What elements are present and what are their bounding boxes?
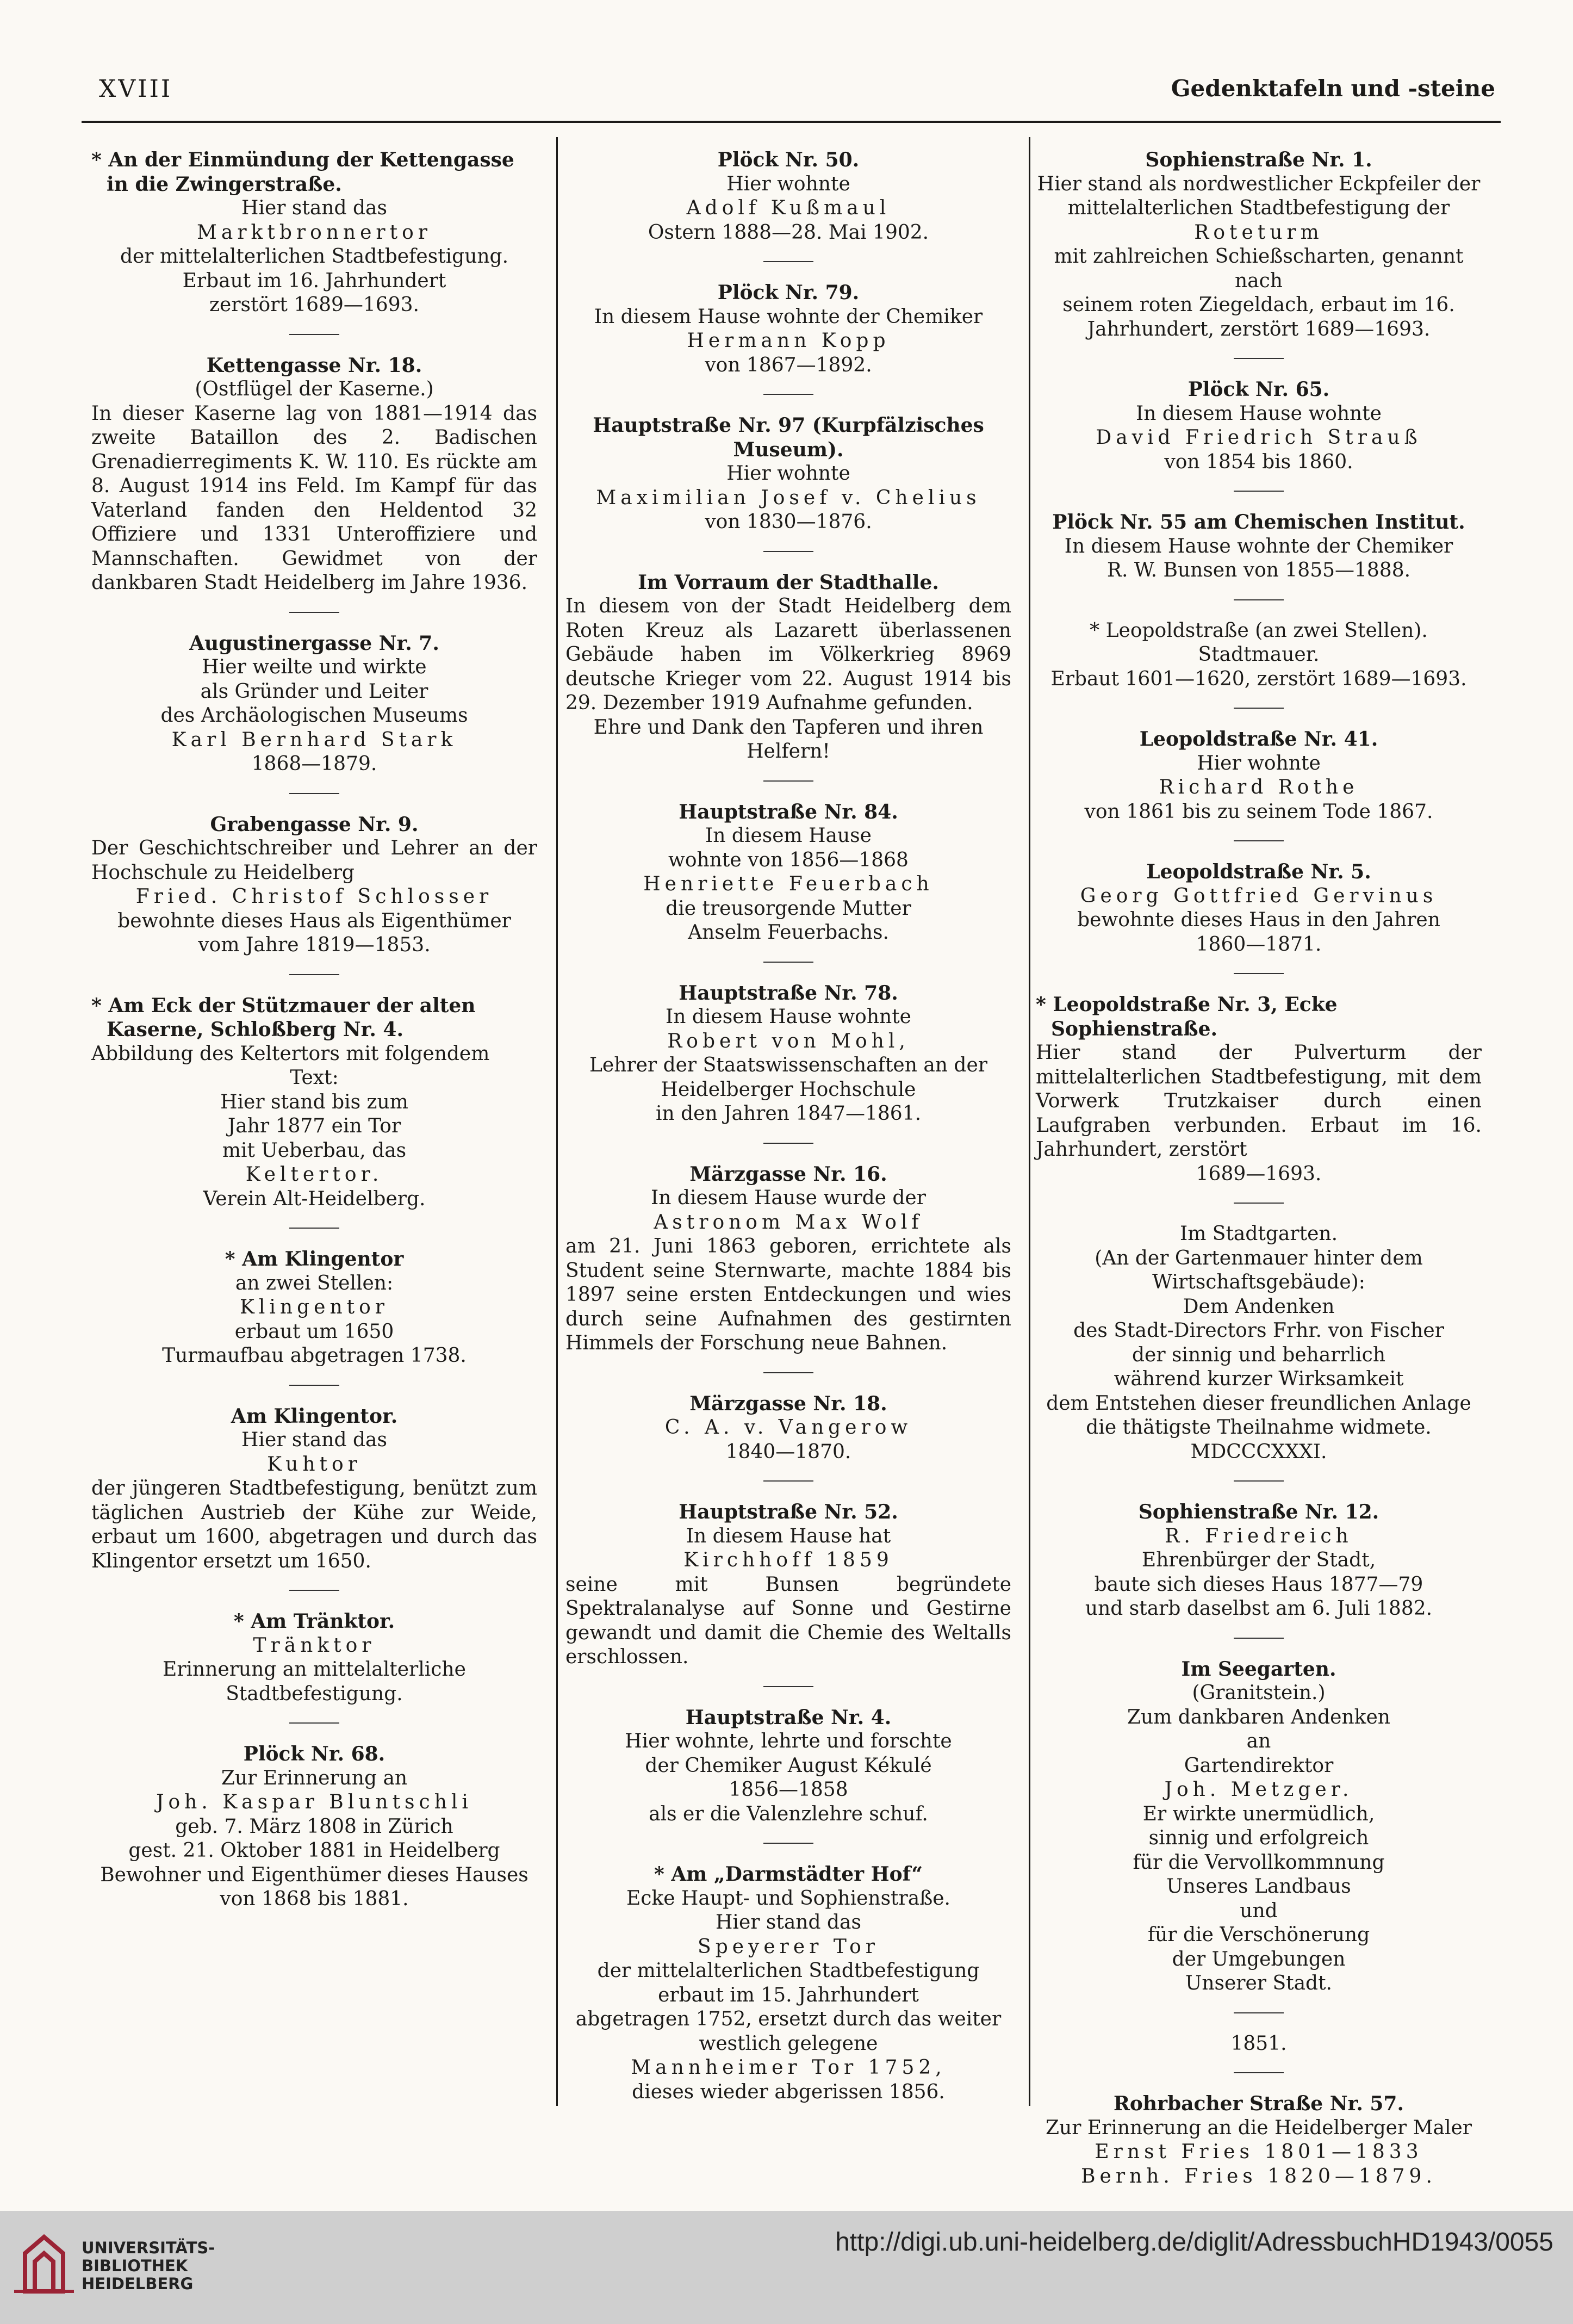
column-divider-left	[556, 137, 558, 2106]
entry-line: und starb daselbst am 6. Juli 1882.	[1085, 1597, 1433, 1620]
entry-paragraph: Der Geschichtschreiber und Lehrer an der Hochschule zu Heidelberg	[91, 837, 537, 884]
entry-name: Marktbronnertor	[197, 221, 432, 244]
entry-separator	[289, 974, 339, 975]
entry-heading: Grabengasse Nr. 9.	[210, 813, 419, 836]
entry-line: Zum dankbaren Andenken	[1127, 1706, 1390, 1728]
entry-heading: Plöck Nr. 65.	[1187, 378, 1330, 401]
entry-separator	[1234, 708, 1284, 709]
entry-line: Verein Alt-Heidelberg.	[203, 1187, 426, 1210]
entry-line: In diesem Hause hat	[686, 1524, 891, 1547]
entry-line: dem Entstehen dieser freundlichen Anlage	[1046, 1392, 1471, 1415]
entry-name: Joh. Kaspar Bluntschli	[156, 1791, 472, 1813]
entry-line: Lehrer der Staatswissenschaften an der	[589, 1054, 987, 1076]
column-left	[91, 148, 537, 1912]
entry-name: C. A. v. Vangerow	[664, 1416, 912, 1439]
entry-heading: Sophienstraße Nr. 1.	[1145, 148, 1372, 171]
entry-line: der sinnig und beharrlich	[1131, 1343, 1385, 1366]
entry-line: der mittelalterlichen Stadtbefestigung	[597, 1960, 980, 1982]
entry-block	[91, 994, 537, 1212]
entry-block	[1036, 1222, 1482, 1464]
entry-line: der mittelalterlichen Stadtbefestigung.	[120, 245, 509, 268]
entry-heading: * Am Tränktor.	[233, 1610, 395, 1633]
entry-line: 1856—1858	[729, 1778, 848, 1801]
entry-line: Hier weilte und wirkte	[202, 656, 427, 678]
entry-name: Ernst Fries 1801—1833	[1095, 2141, 1423, 2163]
entry-block	[91, 354, 537, 596]
entry-block	[565, 800, 1011, 945]
entry-name: Tränktor	[253, 1634, 376, 1657]
entry-heading: Leopoldstraße Nr. 5.	[1146, 860, 1371, 883]
entry-separator	[289, 793, 339, 794]
entry-name: Klingentor	[240, 1296, 389, 1318]
entry-line: als er die Valenzlehre schuf.	[649, 1802, 928, 1825]
entry-heading: * Leopoldstraße Nr. 3, Ecke Sophienstraße.	[1036, 993, 1338, 1040]
entry-line: Anselm Feuerbachs.	[688, 921, 889, 944]
entry-line: an	[1246, 1730, 1271, 1752]
entry-heading: Leopoldstraße Nr. 41.	[1139, 728, 1378, 751]
entry-line: In diesem Hause wohnte	[1136, 402, 1382, 425]
entry-heading: Am Klingentor.	[231, 1404, 398, 1428]
entry-line: geb. 7. März 1808 in Zürich	[175, 1815, 453, 1838]
entry-block	[91, 1742, 537, 1912]
entry-line: Er wirkte unermüdlich,	[1142, 1802, 1375, 1825]
entry-heading: Augustinergasse Nr. 7.	[189, 631, 439, 655]
entry-line: Hier wohnte, lehrte und forschte	[625, 1730, 952, 1752]
entry-name: R. Friedreich	[1165, 1524, 1353, 1547]
entry-line: bewohnte dieses Haus in den Jahren	[1077, 909, 1440, 931]
entry-line: des Archäologischen Museums	[160, 704, 468, 727]
entry-line: mit zahlreichen Schießscharten, genannt nach	[1054, 245, 1464, 292]
entry-name: Astronom Max Wolf	[654, 1211, 923, 1234]
entry-line: Jahr 1877 ein Tor	[227, 1115, 401, 1137]
entry-line: abgetragen 1752, ersetzt durch das weiter	[575, 2008, 1002, 2030]
entry-line: von 1854 bis 1860.	[1164, 450, 1353, 473]
entry-paragraph: seine mit Bunsen begründete Spektralanalyse auf Sonne und Gestirne gewandt und damit die Chemie des Weltalls erschlossen.	[565, 1573, 1011, 1668]
entry-name: Henriette Feuerbach	[643, 873, 934, 895]
entry-paragraph: Hier stand der Pulverturm der mittelalterlichen Stadtbefestigung, mit dem Vorwerk Trutzkaiser durch einen Laufgraben verbunden. Erbaut im 16. Jahrhundert, zerstört	[1036, 1042, 1482, 1161]
institution-line: BIBLIOTHEK	[82, 2257, 188, 2275]
entry-heading: * Leopoldstraße (an zwei Stellen).	[1090, 619, 1428, 642]
entry-separator	[763, 261, 813, 262]
institution-line: HEIDELBERG	[82, 2275, 194, 2293]
entry-heading: Im Vorraum der Stadthalle.	[638, 571, 939, 594]
institution-name	[82, 2239, 215, 2293]
entry-heading: Hauptstraße Nr. 84.	[679, 800, 898, 823]
entry-line: In diesem Hause wohnte der Chemiker	[1064, 535, 1453, 557]
entry-separator	[763, 780, 813, 782]
entry-name: Robert von Mohl,	[667, 1030, 910, 1052]
entry-line: an zwei Stellen:	[235, 1272, 394, 1294]
entry-block	[565, 148, 1011, 245]
entry-line: der Chemiker August Kékulé	[645, 1754, 932, 1777]
entry-paragraph: In diesem von der Stadt Heidelberg dem Roten Kreuz als Lazarett überlassenen Gebäude haben im Völkerkrieg 8969 deutsche Krieger vom 22. August 1914 bis 29. Dezember 1919 Aufnahme gefunden.	[565, 595, 1011, 714]
entry-line: 1840—1870.	[725, 1440, 851, 1463]
entry-paragraph: der jüngeren Stadtbefestigung, benützt zum täglichen Austrieb der Kühe zur Weide, erbaut um 1600, abgetragen und durch das Klingentor ersetzt um 1650.	[91, 1477, 537, 1572]
entry-line: für die Verschönerung	[1147, 1924, 1370, 1946]
entry-line: MDCCCXXXI.	[1190, 1440, 1327, 1463]
entry-line: Ostern 1888—28. Mai 1902.	[648, 221, 929, 244]
column-middle	[565, 148, 1011, 2104]
entry-line: Ecke Haupt- und Sophienstraße.	[626, 1887, 950, 1910]
entry-heading: Im Seegarten.	[1181, 1657, 1336, 1681]
entry-heading: Sophienstraße Nr. 12.	[1138, 1501, 1379, 1523]
entry-name: Kirchhoff 1859	[683, 1549, 893, 1571]
entry-line: Unseres Landbaus	[1166, 1875, 1351, 1898]
entry-block	[91, 1404, 537, 1574]
entry-block	[565, 571, 1011, 764]
entry-name: Joh. Metzger.	[1164, 1778, 1353, 1801]
entry-line: Heidelberger Hochschule	[661, 1078, 916, 1101]
column-right	[1036, 148, 1482, 2189]
entry-line: Zur Erinnerung an die Heidelberger Maler	[1046, 2116, 1472, 2139]
entry-line: Text:	[290, 1067, 339, 1089]
entry-line: die treusorgende Mutter	[666, 897, 911, 920]
entry-separator	[1234, 840, 1284, 841]
entry-heading: * Am „Darmstädter Hof“	[654, 1863, 923, 1886]
entry-name: Adolf Kußmaul	[686, 197, 891, 219]
entry-line: von 1868 bis 1881.	[220, 1888, 409, 1910]
entry-separator	[763, 1843, 813, 1844]
entry-name: Maximilian Josef v. Chelius	[596, 486, 981, 509]
entry-line: Erbaut im 16. Jahrhundert	[182, 269, 446, 292]
entry-line: 1689—1693.	[1196, 1162, 1322, 1185]
entry-name: Kuhtor	[267, 1453, 362, 1476]
entry-line: (Granitstein.)	[1192, 1682, 1326, 1704]
source-url-link[interactable]: http://digi.ub.uni-heidelberg.de/diglit/AdressbuchHD1943/0055	[835, 2228, 1553, 2257]
entry-paragraph: am 21. Juni 1863 geboren, errichtete als Student seine Sternwarte, machte 1884 bis 1897 seine ersten Entdeckungen und wies durch seine Aufnahmen des gestirnten Himmels der Forschung neue Bahnen.	[565, 1235, 1011, 1354]
entry-heading: Rohrbacher Straße Nr. 57.	[1113, 2092, 1404, 2115]
entry-line: sinnig und erfolgreich	[1148, 1827, 1369, 1849]
entry-block	[565, 1162, 1011, 1356]
entry-line: mittelalterlichen Stadtbefestigung der	[1067, 197, 1450, 219]
entry-heading: * Am Eck der Stützmauer der alten Kaserne, Schloßberg Nr. 4.	[91, 994, 476, 1041]
entry-separator	[289, 1385, 339, 1386]
entry-line: (Ostflügel der Kaserne.)	[195, 378, 434, 400]
entry-heading: Plöck Nr. 79.	[717, 281, 860, 304]
entry-line: Hier stand das	[241, 197, 387, 219]
entry-line: Erinnerung an mittelalterliche	[163, 1658, 466, 1681]
entry-separator	[289, 612, 339, 613]
entry-block	[1036, 860, 1482, 957]
entry-line: zerstört 1689—1693.	[209, 294, 419, 316]
entry-heading: Hauptstraße Nr. 4.	[685, 1706, 892, 1729]
entry-line: bewohnte dieses Haus als Eigenthümer	[117, 909, 511, 932]
entry-block	[1036, 2092, 1482, 2189]
entry-block	[91, 148, 537, 318]
entry-block	[1036, 619, 1482, 692]
entry-line: (An der Gartenmauer hinter dem Wirtschaftsgebäude):	[1095, 1247, 1423, 1293]
entry-block	[1036, 993, 1482, 1186]
entry-separator	[289, 1590, 339, 1591]
entry-name: Richard Rothe	[1159, 776, 1359, 798]
entry-line: als Gründer und Leiter	[200, 680, 428, 703]
entry-name: Mannheimer Tor 1752,	[631, 2056, 946, 2079]
entry-block	[91, 1247, 537, 1368]
entry-heading: Hauptstraße Nr. 97 (Kurpfälzisches Museum).	[593, 414, 984, 461]
entry-paragraph: Abbildung des Keltertors mit folgendem	[91, 1042, 490, 1065]
entry-line: Stadtmauer.	[1198, 643, 1320, 666]
entry-line: und	[1240, 1899, 1278, 1922]
entry-heading: Im Stadtgarten.	[1179, 1223, 1338, 1245]
entry-line: Hier wohnte	[726, 172, 850, 195]
entry-separator	[763, 1143, 813, 1144]
entry-block	[1036, 510, 1482, 583]
entry-separator	[1234, 2012, 1284, 2013]
entry-name: David Friedrich Strauß	[1096, 426, 1422, 449]
entry-separator	[763, 962, 813, 963]
entry-separator	[1234, 1638, 1284, 1639]
entry-line: vom Jahre 1819—1853.	[198, 934, 431, 956]
entry-line: die thätigste Theilnahme widmete.	[1086, 1416, 1432, 1439]
entry-separator	[289, 334, 339, 335]
section-title: Gedenktafeln und -steine	[1171, 75, 1495, 102]
entry-line: mit Ueberbau, das	[222, 1139, 407, 1162]
entry-heading: Plöck Nr. 55 am Chemischen Institut.	[1052, 511, 1465, 534]
entry-line: Bewohner und Eigenthümer dieses Hauses	[100, 1863, 529, 1886]
entry-name: Fried. Christof Schlosser	[135, 885, 493, 908]
entry-line: In diesem Hause	[705, 825, 872, 847]
entry-block	[1036, 1657, 1482, 2056]
column-divider-right	[1029, 137, 1030, 2106]
entry-line: Stadtbefestigung.	[226, 1682, 403, 1705]
entry-separator	[1234, 491, 1284, 492]
entry-line: Hier wohnte	[726, 462, 850, 485]
entry-block	[565, 1862, 1011, 2104]
entry-heading: Plöck Nr. 50.	[717, 148, 860, 171]
entry-line: In diesem Hause wohnte der Chemiker	[594, 305, 983, 328]
institution-line: UNIVERSITÄTS-	[82, 2239, 215, 2257]
entry-separator	[1234, 358, 1284, 359]
entry-line: 1851.	[1230, 2032, 1287, 2055]
entry-line: in den Jahren 1847—1861.	[655, 1102, 922, 1125]
entry-line: des Stadt-Directors Frhr. von Fischer	[1073, 1319, 1444, 1342]
entry-heading: Hauptstraße Nr. 52.	[679, 1501, 898, 1523]
entry-block	[91, 813, 537, 958]
entry-line: R. W. Bunsen von 1855—1888.	[1106, 559, 1411, 581]
entry-line: Unserer Stadt.	[1185, 1972, 1333, 1994]
entry-name: Karl Bernhard Stark	[171, 728, 457, 751]
entry-line: 1868—1879.	[251, 753, 377, 775]
entry-block	[1036, 377, 1482, 474]
entry-name: Georg Gottfried Gervinus	[1080, 884, 1438, 907]
entry-block	[565, 981, 1011, 1126]
entry-separator	[1234, 973, 1284, 974]
entry-block	[1036, 1500, 1482, 1621]
entry-line: Hier stand als nordwestlicher Eckpfeiler der	[1037, 172, 1481, 195]
entry-line: In diesem Hause wohnte	[666, 1006, 911, 1028]
entry-line: Turmaufbau abgetragen 1738.	[162, 1344, 467, 1367]
entry-line: Erbaut 1601—1620, zerstört 1689—1693.	[1050, 667, 1467, 690]
entry-line: wohnte von 1856—1868	[668, 848, 909, 871]
entry-block	[565, 413, 1011, 535]
entry-line: Hier stand bis zum	[220, 1090, 408, 1113]
entry-line: gest. 21. Oktober 1881 in Heidelberg	[128, 1839, 500, 1862]
entry-name: Speyerer Tor	[698, 1935, 879, 1958]
entry-line: 1860—1871.	[1196, 933, 1322, 956]
page-header	[76, 75, 1495, 113]
entry-block	[565, 1500, 1011, 1670]
entry-heading: Märzgasse Nr. 16.	[689, 1162, 887, 1186]
entry-separator	[763, 394, 813, 395]
entry-separator	[763, 1480, 813, 1482]
entry-line: der Umgebungen	[1172, 1948, 1346, 1970]
entry-heading: Plöck Nr. 68.	[243, 1743, 386, 1765]
entry-block	[565, 1392, 1011, 1465]
entry-line: seinem roten Ziegeldach, erbaut im 16. Jahrhundert, zerstört 1689—1693.	[1062, 294, 1455, 340]
entry-line: baute sich dieses Haus 1877—79	[1094, 1573, 1423, 1596]
entry-line: Ehre und Dank den Tapferen und ihren Helfern!	[593, 716, 984, 763]
entry-separator	[1234, 1203, 1284, 1204]
entry-block	[91, 1609, 537, 1706]
entry-separator	[289, 1228, 339, 1229]
entry-line: Gartendirektor	[1184, 1754, 1334, 1777]
entry-line: von 1867—1892.	[705, 354, 872, 376]
entry-block	[565, 281, 1011, 377]
entry-line: Hier stand das	[241, 1429, 387, 1451]
entry-heading: Märzgasse Nr. 18.	[689, 1392, 887, 1415]
entry-line: während kurzer Wirksamkeit	[1114, 1368, 1404, 1390]
entry-name: Bernh. Fries 1820—1879.	[1081, 2165, 1437, 2187]
entry-line: erbaut um 1650	[234, 1320, 394, 1343]
entry-line: erbaut im 15. Jahrhundert	[658, 1984, 919, 2006]
entry-separator	[763, 1372, 813, 1373]
entry-name: Roteturm	[1194, 221, 1323, 244]
entry-paragraph: In dieser Kaserne lag von 1881—1914 das zweite Bataillon des 2. Badischen Grenadierregiments K. W. 110. Es rückte am 8. August 1914 ins Feld. Im Kampf für das Vaterland fanden den Heldentod 32 Offiziere und 1331 Unteroffiziere und Mannschaften. Gewidmet von der dankbaren Stadt Heidelberg im Jahre 1936.	[91, 402, 537, 594]
entry-heading: * Am Klingentor	[225, 1248, 404, 1271]
entry-line: Hier wohnte	[1197, 752, 1321, 774]
entry-heading: Kettengasse Nr. 18.	[206, 354, 422, 377]
entry-heading: * An der Einmündung der Kettengasse in die Zwingerstraße.	[91, 148, 514, 196]
entry-line: westlich gelegene	[699, 2032, 878, 2055]
entry-separator	[1234, 2072, 1284, 2073]
footer-bar	[0, 2211, 1573, 2324]
entry-separator	[763, 551, 813, 552]
entry-line: In diesem Hause wurde der	[651, 1187, 926, 1209]
entry-line: Dem Andenken	[1183, 1295, 1335, 1318]
entry-block	[91, 631, 537, 777]
entry-line: Hier stand das	[716, 1911, 861, 1933]
page-number: XVIII	[99, 75, 173, 103]
entry-block	[1036, 727, 1482, 824]
entry-separator	[1234, 599, 1284, 600]
entry-separator	[289, 1722, 339, 1724]
entry-separator	[1234, 1480, 1284, 1482]
entry-line: dieses wieder abgerissen 1856.	[632, 2080, 945, 2103]
entry-line: Zur Erinnerung an	[221, 1767, 408, 1789]
entry-block	[565, 1706, 1011, 1827]
entry-name: Keltertor.	[245, 1163, 383, 1186]
entry-separator	[763, 1686, 813, 1687]
entry-line: Ehrenbürger der Stadt,	[1141, 1549, 1376, 1571]
entry-line: für die Vervollkommnung	[1133, 1851, 1385, 1874]
entry-line: von 1861 bis zu seinem Tode 1867.	[1084, 800, 1433, 823]
entry-block	[1036, 148, 1482, 342]
entry-line: von 1830—1876.	[705, 511, 872, 533]
entry-name: Hermann Kopp	[687, 330, 890, 352]
university-logo-icon	[14, 2232, 74, 2297]
header-rule	[82, 121, 1501, 123]
entry-heading: Hauptstraße Nr. 78.	[679, 981, 898, 1005]
